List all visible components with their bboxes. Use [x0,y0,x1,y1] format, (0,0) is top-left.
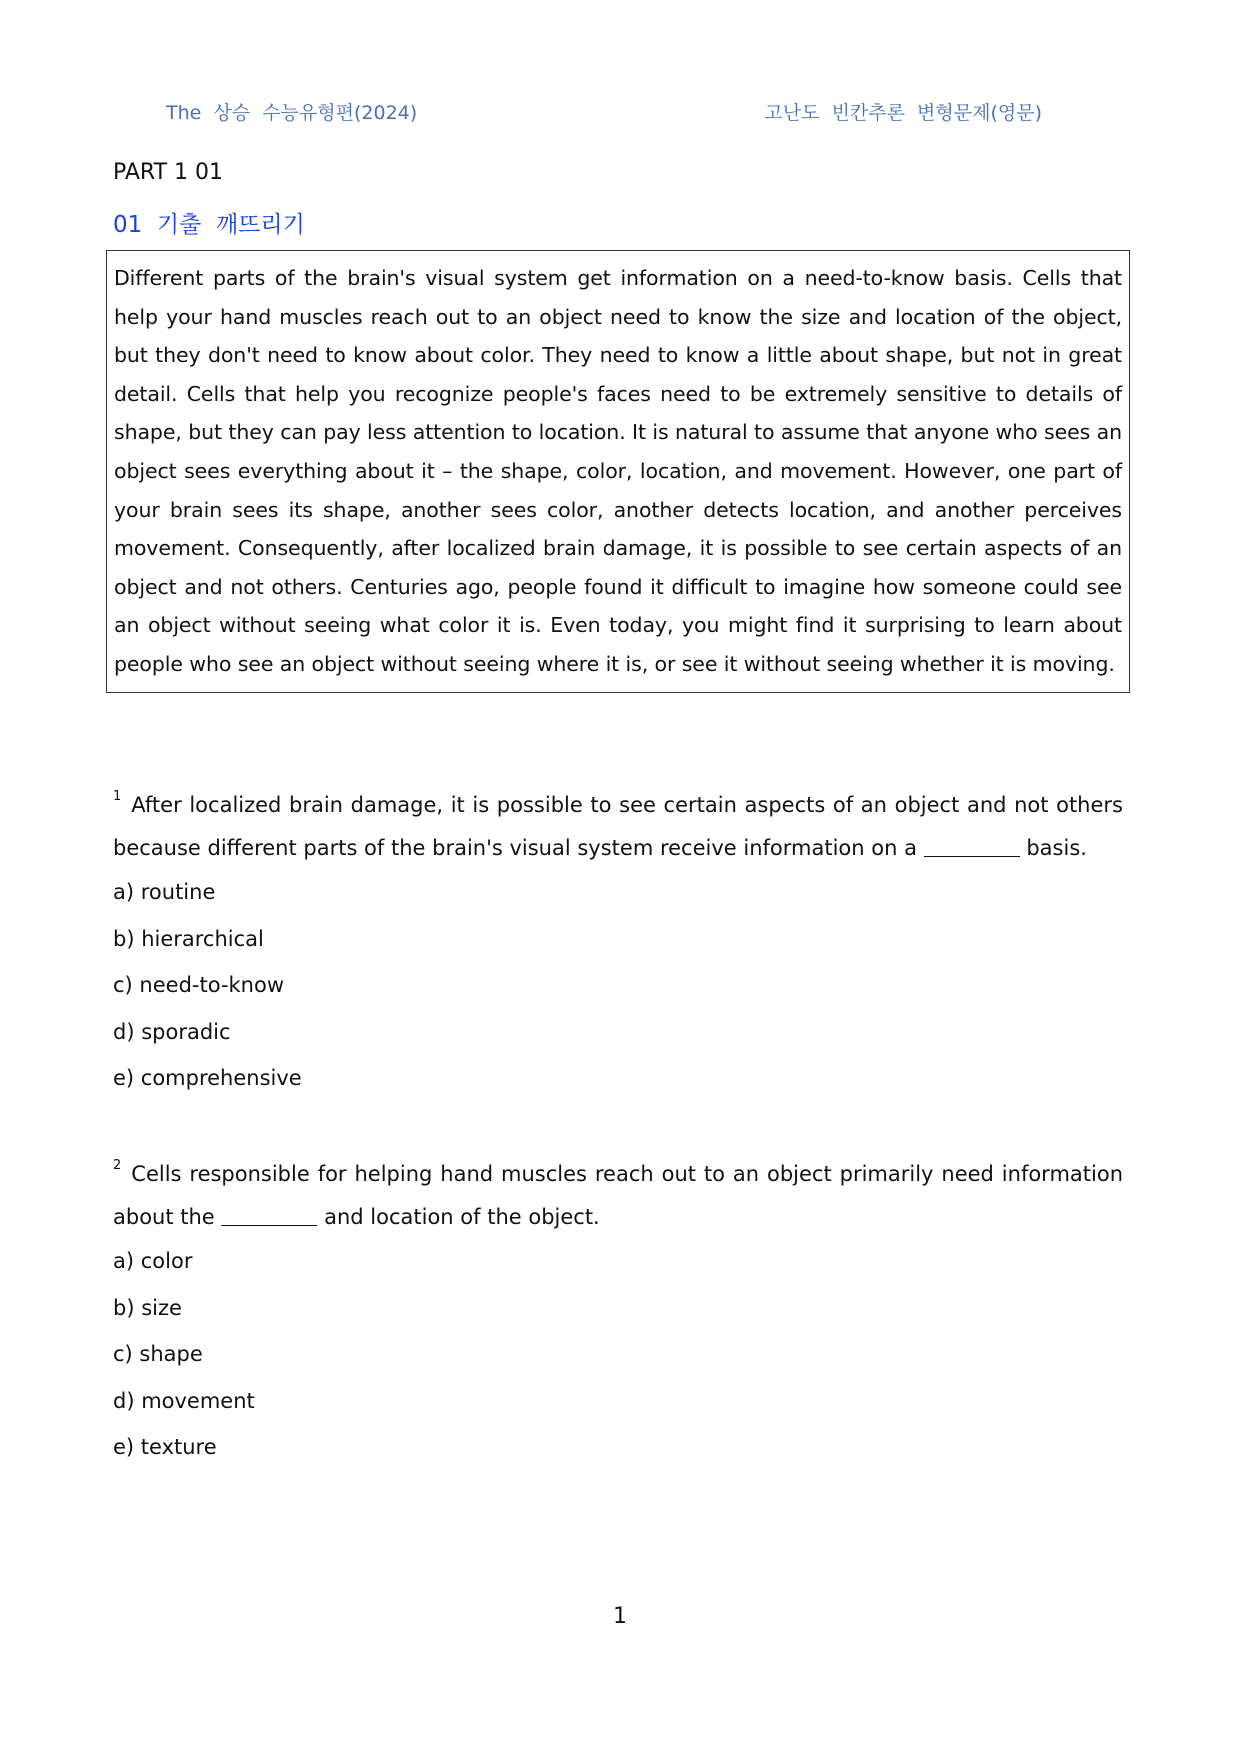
answer-option-d[interactable]: d) sporadic [113,1019,231,1044]
part-title: PART 1 01 [113,160,224,185]
section-title: 01 기출 깨뜨리기 [113,212,305,238]
header-section-label: 고난도 빈칸추론 변형문제(영문) [764,102,1042,124]
question-number: 2 [113,1158,122,1173]
question-text-after-blank: basis. [1026,835,1087,860]
answer-option-c[interactable]: c) need-to-know [113,973,285,997]
question-1 [113,776,1123,1102]
question-stem [113,1145,1123,1238]
answer-option-a[interactable]: a) color [113,1249,193,1273]
page-number: 1 [613,1604,627,1629]
answer-blank [221,1205,317,1226]
question-stem [113,776,1123,869]
answer-option-b[interactable]: b) hierarchical [113,926,264,951]
answer-option-e[interactable]: e) texture [113,1435,217,1459]
header-book-title: The 상승 수능유형편(2024) [166,102,418,124]
answer-options [113,869,1123,1102]
answer-option-a[interactable]: a) routine [113,880,216,904]
passage-text: Different parts of the brain's visual system get information on a need-to-know basis. Cells that help your hand muscles reach out to an object need to know the size and location of the object, but they don't need to know about color. They need to know a little about shape, but not in great detail. Cells that help you recognize people's faces need to be extremely sensitive to details of shape, but they can pay less attention to location. It is natural to assume that anyone who sees an object sees everything about it – the shape, color, location, and movement. However, one part of your brain sees its shape, another sees color, another detects location, and another perceives movement. Consequently, after localized brain damage, it is possible to see certain aspects of an object and not others. Centuries ago, people found it difficult to imagine how someone could see an object without seeing what color it is. Even today, you might find it surprising to learn about people who see an object without seeing where it is, or see it without seeing whether it is moving. [114,266,1122,676]
answer-option-c[interactable]: c) shape [113,1342,203,1366]
question-2 [113,1145,1123,1471]
page-header [166,98,1074,128]
question-text-after-blank: and location of the object. [324,1204,600,1229]
answer-options [113,1238,1123,1471]
answer-blank [924,836,1020,857]
question-number: 1 [113,789,122,804]
answer-option-e[interactable]: e) comprehensive [113,1066,302,1090]
answer-option-b[interactable]: b) size [113,1295,182,1320]
question-text-before-blank: Cells responsible for helping hand muscles reach out to an object primarily need information about the [113,1162,1123,1229]
question-text-before-blank: After localized brain damage, it is possible to see certain aspects of an object and not others because different parts of the brain's visual system receive information on a [113,793,1123,860]
answer-option-d[interactable]: d) movement [113,1388,255,1413]
passage-box [106,250,1130,693]
